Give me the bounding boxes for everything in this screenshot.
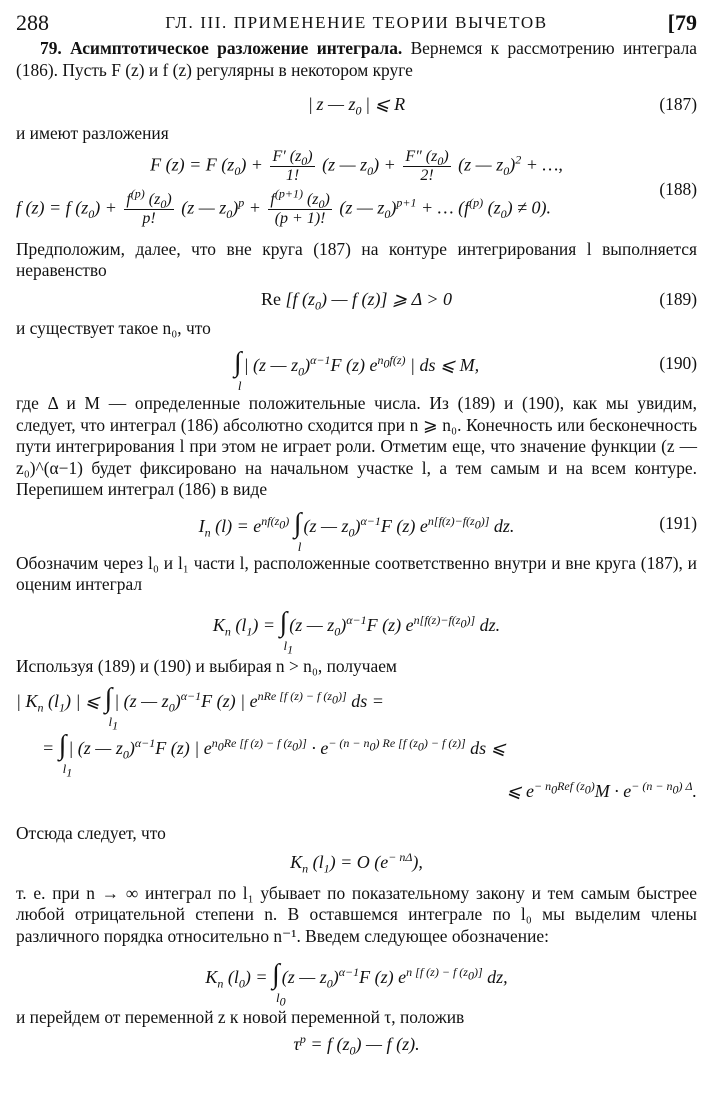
equation-191: $I_n$ $(l) = e^{nf(z_0)}$ ∫ l (z — $z_0)^{\alpha-1}F$ (z) $e^{n[f(z)-f(z_0)]}$ dz. (191) xyxy=(198,507,697,554)
estimate-line-2: = ∫ $l_1$ | (z — $z_0)^{\alpha-1}F$ (z) | $e^{n_0Re [f (z) - f (z_0)]} \cdot e^{- (n - n_0) Re [f (z_0) - f (z)]}$ ds ⩽ xyxy=(42,730,506,780)
eq-number-190: (190) xyxy=(659,352,697,373)
equation-189: Re [f $(z_0)$ — f (z)] ⩾ Δ > 0 (189) xyxy=(260,289,697,313)
paragraph-assumption: Предположим, далее, что вне круга (187) на контуре интегрирования l выполняется неравенство xyxy=(16,238,697,280)
eq-number-188: (188) xyxy=(659,178,697,199)
estimate-line-1: | $K_n$ $(l_1)$ | ⩽ ∫ $l_1$ | (z — $z_0)^{\alpha-1}F$ (z) | $e^{nRe [f (z) - f (z_0)]}$ ds = xyxy=(16,683,384,733)
chapter-title: ГЛ. III. ПРИМЕНЕНИЕ ТЕОРИИ ВЫЧЕТОВ xyxy=(165,13,548,32)
equation-kn-l1: $K_n$ $(l_1)$ = ∫ $l_1$ (z — $z_0)^{\alpha-1}F$ (z) $e^{n[f(z)-f(z_0)]}$ dz. xyxy=(212,606,501,657)
paragraph-split-contour: Обозначим через l₀ и l₁ части l, расположенные соответственно внутри и вне круга (187), и оценим интеграл xyxy=(16,552,697,594)
page-number: 288 xyxy=(16,10,49,35)
equation-190: ∫ l | (z — $z_0)^{\alpha-1}F$ (z) $e^{n_0f(z)}$ | ds ⩽ M, (190) xyxy=(233,347,697,393)
equation-big-o: $K_n$ $(l_1) = O$ $(e^{- n\Delta})$, xyxy=(290,850,423,876)
section-mark: [79 xyxy=(667,10,697,35)
paragraph-exponential-decay: т. е. при n → ∞ интеграл по l₁ убывает по показательному закону и тем самым быстрее любой отрицательной степени n. В оставшемся интеграле по l₀ мы выделим члены различного порядка относительно n⁻¹. Введем следующее обозначение: xyxy=(16,882,697,946)
equation-187: | z — $z_0$ | ⩽ R (187) xyxy=(307,93,697,118)
paragraph-estimate: Используя (189) и (190) и выбирая n > n₀, получаем xyxy=(16,655,397,676)
equation-kn-l0: $K_n$ $(l_0)$ = ∫ $l_0$ (z — $z_0)^{\alpha-1}F$ (z) $e^{n [f (z) - f (z_0)]}$ dz, xyxy=(205,959,508,1009)
running-header xyxy=(16,8,697,38)
section-intro-text: Вернемся к рассмотрению интеграла (186). Пусть F (z) и f (z) регулярны в некотором круге xyxy=(16,38,697,80)
equation-188: F (z) = F $(z_0)$ + $\frac{F' (z_0)}{1!}$ (z — $z_0$) + $\frac{F'' (z_0)}{2!}$ (z — $z_0)^2$ + …, f (z) = f $(z_0)$ + $\frac{f^{(p)} (z_0)}{p!}$ (z — $z_0)^p$ + $\frac{f^{(p+1)} (z_0)}{(p + 1)!}$ (z — $z_0)^{p+1}$ + … ($f^{(p)}$ $(z_0) \ne 0$). (188) xyxy=(16,147,697,227)
eq-number-187: (187) xyxy=(659,93,697,114)
equation-tau: $\tau^p = f$ $(z_0)$ — f (z). xyxy=(293,1032,420,1058)
paragraph-change-variable: и перейдем от переменной z к новой переменной τ, положив xyxy=(16,1007,465,1027)
estimate-line-3: ⩽ $e^{- n_0Ref (z_0)}M \cdot e^{- (n - n_0) \Delta}$. xyxy=(506,778,697,801)
paragraph-convergence: где Δ и M — определенные положительные числа. Из (189) и (190), как мы увидим, следует, что интеграл (186) абсолютно сходится при n ⩾ n₀. Конечность или бесконечность пути интегрирования l при этом не играет роли. Отметим еще, что значение функции (z — z₀)^(α−1) будет фиксировано на начальном участке l, а тем самым и на всем контуре. Перепишем интеграл (186) в виде xyxy=(16,393,697,499)
eq-number-191: (191) xyxy=(659,513,697,533)
eq-number-189: (189) xyxy=(659,289,697,309)
section-heading: 79. Асимптотическое разложение интеграла. xyxy=(40,38,403,58)
paragraph-exists-n0: и существует такое n₀, что xyxy=(16,317,211,338)
paragraph-consequence: Отсюда следует, что xyxy=(16,823,166,843)
section-intro xyxy=(16,38,697,81)
paragraph-expansions: и имеют разложения xyxy=(16,123,169,143)
